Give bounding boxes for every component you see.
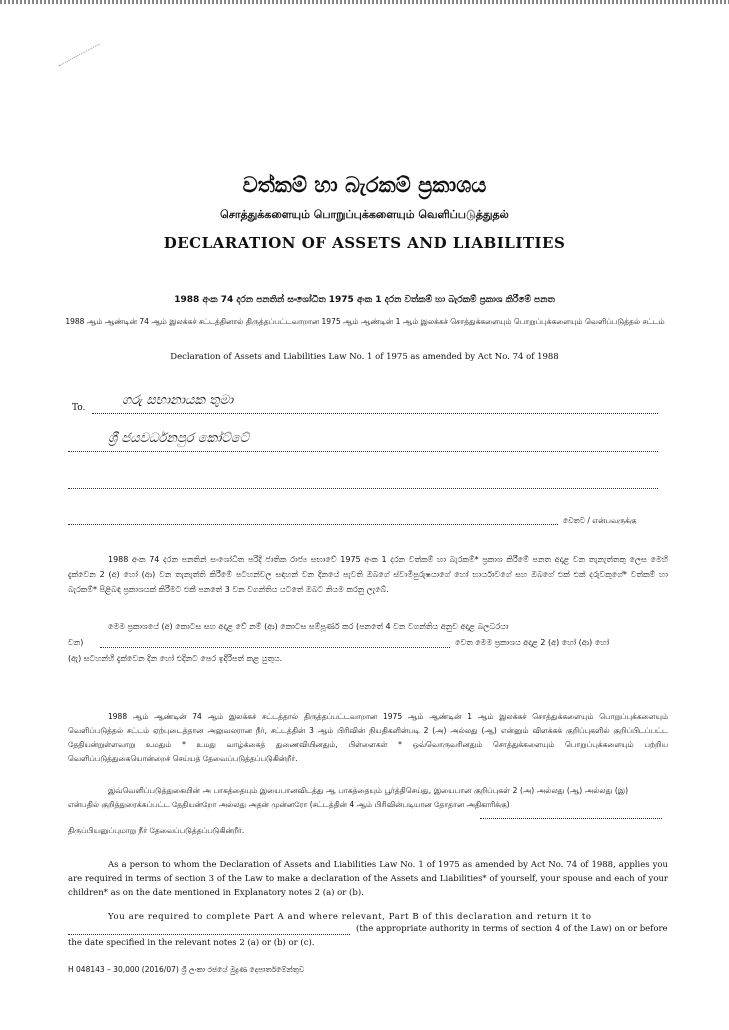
title-sinhala: වත්කම් හා බැරකම් ප්‍රකාශය: [242, 172, 487, 197]
address-line-3[interactable]: [68, 488, 658, 489]
law-tamil: 1988 ஆம் ஆண்டின் 74 ஆம் இலக்கச் சட்டத்தினால் திருத்தப்பட்டவாறான 1975 ஆம் ஆண்டின் 1 ஆம் இலக்கச் சொத்துக்களையும் பொறுப்புக்களையும் வெளிப்படுத்தல் சட்டம்: [65, 317, 665, 326]
law-sinhala: 1988 අංක 74 දරන පනතින් සංශෝධිත 1975 අංක 1 දරන වත්කම් හා බැරකම් ප්‍රකාශ කිරීමේ පනත: [174, 295, 555, 305]
address-line-1[interactable]: [92, 413, 658, 414]
authority-line-tamil[interactable]: [480, 818, 662, 819]
para-english-2b: (the appropriate authority in terms of section 4 of the Law) on or before: [356, 924, 668, 934]
para-english-2c: the date specified in the relevant notes 2 (a) or (b) or (c).: [68, 938, 315, 948]
para-sinhala-2b: වන): [68, 638, 84, 647]
footer-print-code: H 048143 – 30,000 (2016/07) ශ්‍රී ලංකා රජයේ මුද්‍රණ දෙපාර්තමේන්තුව: [68, 965, 305, 974]
para-tamil-2-end: திருப்பியனுப்புமாறு நீர் தேவைப்படுத்தப்படுகின்றீர்.: [68, 826, 245, 835]
title-tamil: சொத்துக்களையும் பொறுப்புக்களையும் வெளிப்படுத்துதல்: [220, 208, 509, 221]
para-sinhala-2a: මෙම ප්‍රකාශයේ (අ) කොටස සහ අදාළ වේ නම් (ආ) කොටස සම්පූර්ණ කර (පනතේ 4 වන වගන්තිය අනුව අදාළ බලධරයා: [108, 622, 509, 631]
address-line-2[interactable]: [68, 451, 658, 452]
address-handwritten-2: ශ්‍රී ජයවර්ධනපුර කෝට්ටේ: [108, 431, 249, 446]
authority-line-english[interactable]: [68, 934, 350, 935]
to-label: To.: [72, 403, 86, 413]
authority-line-sinhala[interactable]: [100, 647, 450, 648]
para-english-1: As a person to whom the Declaration of Assets and Liabilities Law No. 1 of 1975 as amended by Act No. 74 of 1988, applies you are required in terms of section 3 of the Law to make a declaration of the Assets and Liabilities* of yourself, your spouse and each of your children* as on the date mentioned in Explanatory notes 2 (a) or (b).: [68, 860, 668, 898]
para-tamil-2: இவ்வெளிப்படுத்துகையின் அ பாகத்தையும் இயைபானவிடத்து ஆ பாகத்தையும் பூர்த்திசெய்து, இயைபான குறிப்புகள் 2 (அ) அல்லது (ஆ) அல்லது (இ) என்பதில் குறித்துரைக்கப்பட்ட தேதியன்றோ அல்லது அதன் முன்னரோ (சட்டத்தின் 4 ஆம் பிரிவின்படியான தோதான அதிகாரிக்கு): [68, 786, 628, 809]
scan-mark: [59, 44, 104, 74]
para-tamil-1: 1988 ஆம் ஆண்டின் 74 ஆம் இலக்கச் சட்டத்தால் திருத்தப்பட்டவாறான 1975 ஆம் ஆண்டின் 1 ஆம் இலக்கச் சொத்துக்களையும் பொறுப்புக்களையும் வெளிப்படுத்தல் சட்டம் ஏற்புடைத்தான அலுவலரான நீர், சட்டத்தின் 3 ஆம் பிரிவின் நியதிகளின்படி 2 (அ) அல்லது (ஆ) என்னும் விளக்கக் குறிப்புகளில் குறிப்பிடப்பட்ட தேதியன்றுள்ளவாறு உமதும் * உமது வாழ்க்கைத் துணைவியினதும், பிள்ளைகள் * ஒவ்வொருவரினதும் சொத்துக்களையும் பொறுப்புக்களையும் பற்றிய வெளிப்படுத்துகையொன்றைச் செய்யத் தேவைப்படுத்தப்படுகின்றீர்.: [68, 712, 668, 763]
title-english: DECLARATION OF ASSETS AND LIABILITIES: [163, 234, 566, 252]
para-sinhala-2c: වෙත මෙම ප්‍රකාශය අදාළ 2 (අ) හෝ (ආ) හෝ: [455, 638, 610, 647]
address-line-4[interactable]: [68, 524, 558, 525]
scan-edge: [0, 0, 729, 4]
para-sinhala-2d: (ඇ) සටහන්හි දැක්වෙන දින හෝ එදිනට පෙර ඉදිරිපත් කළ යුතුය.: [68, 654, 283, 663]
law-english: Declaration of Assets and Liabilities Law No. 1 of 1975 as amended by Act No. 74 of 1988: [170, 352, 559, 362]
para-sinhala-1: 1988 අංක 74 දරන පනතින් සංශෝධිත පරිදි ජාතික රාජ්‍ය සභාවේ 1975 අංක 1 දරන වත්කම් හා බැරකම්* ප්‍රකාශ කිරීමේ පනත අදාළ වන තැනැත්තකු ලෙස මෙහි දැක්වෙන 2 (අ) හෝ (ආ) වන තැනැත්ති කිරීමේ පටහන්වල සඳහන් වන දිනයේ පැවති ඔබගේ ස්වාමිපුරුෂයාගේ හෝ භාර්යාවගේ සහ ඔබගේ එක් එක් දරුවකුගේ* වත්කම් හා බැරකම්* පිළිබඳ ප්‍රකාශයක් කිරීමට එකී පනතේ 3 වන වගන්තිය යටතේ ඔබට නියම කරනු ලැබේ.: [68, 555, 668, 594]
para-english-2a: You are required to complete Part A and where relevant, Part B of this declaration and return it to: [108, 912, 592, 922]
address-suffix: වෙතට / என்பவருக்கு: [563, 516, 637, 525]
address-handwritten-1: ගරු සභානායක තුමා: [122, 393, 234, 408]
